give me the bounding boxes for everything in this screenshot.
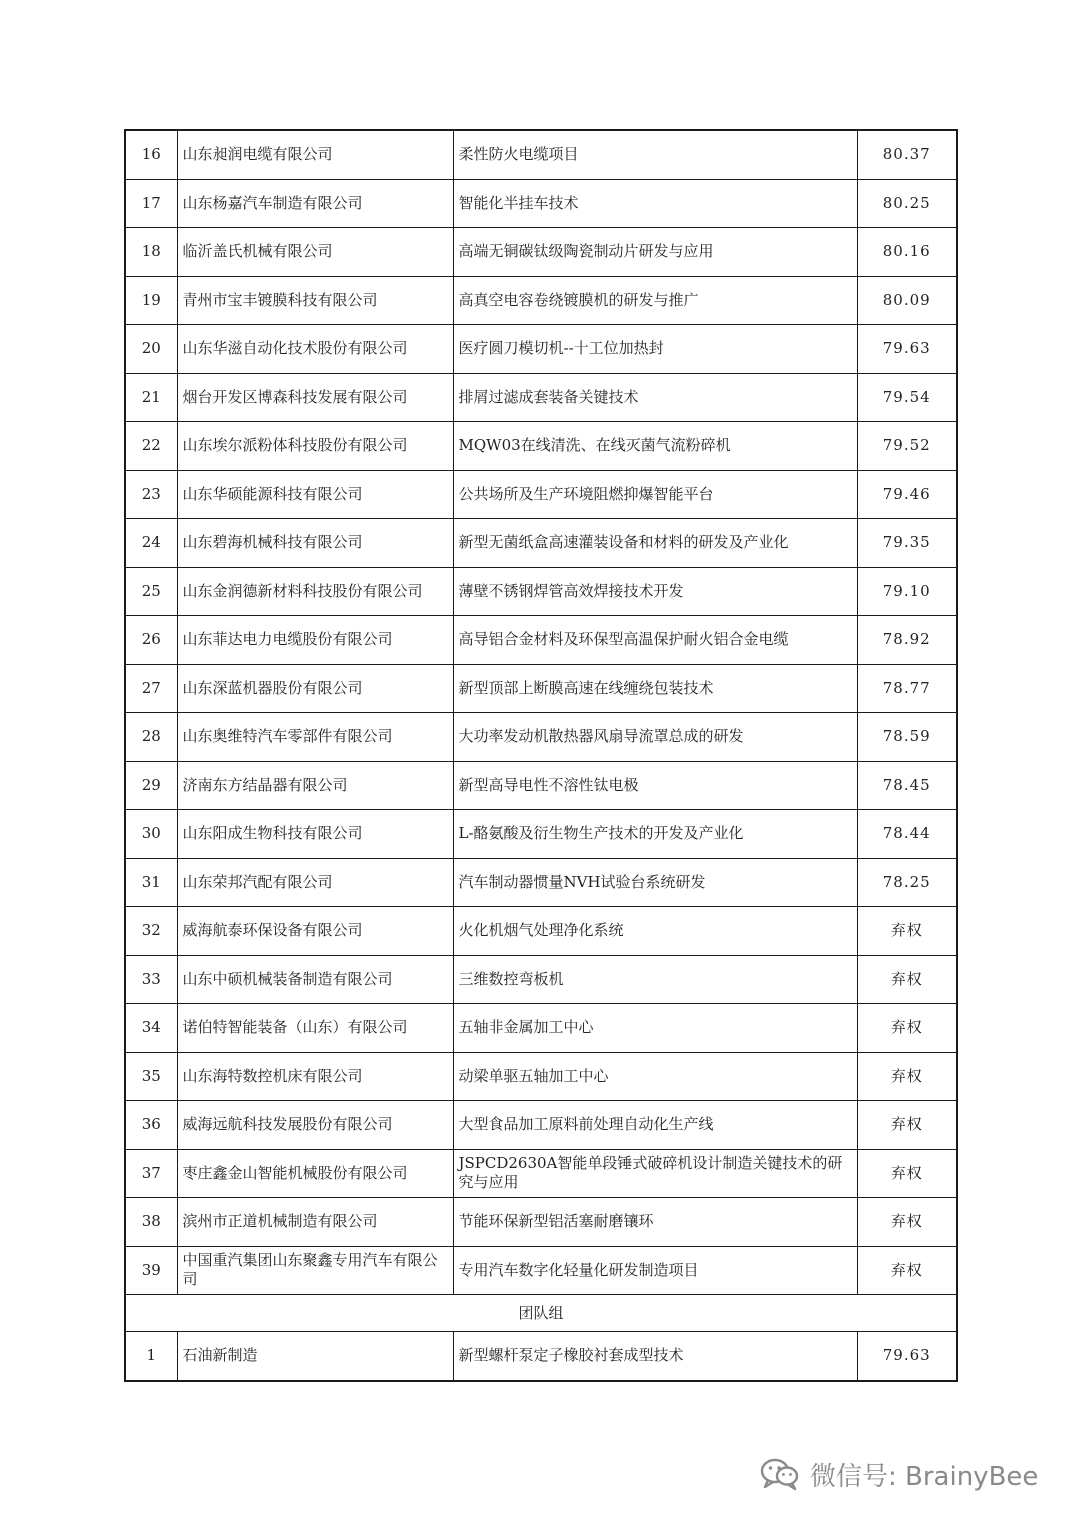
company-name: 山东华滋自动化技术股份有限公司 [177,325,453,374]
row-number: 20 [125,325,177,374]
company-name: 山东菲达电力电缆股份有限公司 [177,616,453,665]
score: 79.46 [857,470,957,519]
score: 78.59 [857,713,957,762]
row-number: 21 [125,373,177,422]
project-name: 火化机烟气处理净化系统 [453,907,857,956]
score: 弃权 [857,1198,957,1247]
table-row [125,713,957,762]
project-name: 高端无铜碳钛级陶瓷制动片研发与应用 [453,228,857,277]
score: 79.52 [857,422,957,471]
score: 78.77 [857,664,957,713]
row-number: 16 [125,130,177,179]
table-row [125,373,957,422]
table-row [125,664,957,713]
row-number: 19 [125,276,177,325]
score: 78.92 [857,616,957,665]
row-number: 32 [125,907,177,956]
row-number: 35 [125,1052,177,1101]
table-row [125,1246,957,1295]
score: 80.16 [857,228,957,277]
row-number: 26 [125,616,177,665]
table-row [125,325,957,374]
project-name: 动梁单驱五轴加工中心 [453,1052,857,1101]
project-name: JSPCD2630A智能单段锤式破碎机设计制造关键技术的研究与应用 [453,1149,857,1198]
score: 弃权 [857,1101,957,1150]
table-row [125,955,957,1004]
wechat-watermark [760,1456,1038,1492]
project-name: L-酪氨酸及衍生物生产技术的开发及产业化 [453,810,857,859]
company-name: 山东荣邦汽配有限公司 [177,858,453,907]
table-row [125,567,957,616]
company-name: 山东碧海机械科技有限公司 [177,519,453,568]
company-name: 山东阳成生物科技有限公司 [177,810,453,859]
score: 79.35 [857,519,957,568]
project-name: 高导铝合金材料及环保型高温保护耐火铝合金电缆 [453,616,857,665]
table-row [125,1198,957,1247]
score: 弃权 [857,907,957,956]
company-name: 山东杨嘉汽车制造有限公司 [177,179,453,228]
project-name: 医疗圆刀模切机--十工位加热封 [453,325,857,374]
company-name: 山东奥维特汽车零部件有限公司 [177,713,453,762]
company-name: 山东海特数控机床有限公司 [177,1052,453,1101]
company-name: 山东深蓝机器股份有限公司 [177,664,453,713]
project-name: 汽车制动器惯量NVH试验台系统研发 [453,858,857,907]
project-name: 新型无菌纸盒高速灌装设备和材料的研发及产业化 [453,519,857,568]
company-name: 烟台开发区博森科技发展有限公司 [177,373,453,422]
table-row [125,519,957,568]
table-row [125,810,957,859]
company-name: 山东金润德新材料科技股份有限公司 [177,567,453,616]
score: 弃权 [857,1149,957,1198]
table-row [125,179,957,228]
company-name: 山东中硕机械装备制造有限公司 [177,955,453,1004]
table-row [125,130,957,179]
row-number: 23 [125,470,177,519]
project-name: MQW03在线清洗、在线灭菌气流粉碎机 [453,422,857,471]
row-number: 31 [125,858,177,907]
project-name: 三维数控弯板机 [453,955,857,1004]
company-name: 山东埃尔派粉体科技股份有限公司 [177,422,453,471]
group-header-row [125,1295,957,1332]
project-name: 新型高导电性不溶性钛电极 [453,761,857,810]
project-name: 柔性防火电缆项目 [453,130,857,179]
table-row [125,858,957,907]
table-row [125,1149,957,1198]
row-number: 28 [125,713,177,762]
score: 80.37 [857,130,957,179]
wechat-icon [760,1457,800,1491]
company-name: 临沂盖氏机械有限公司 [177,228,453,277]
table-row [125,1052,957,1101]
project-name: 公共场所及生产环境阻燃抑爆智能平台 [453,470,857,519]
score: 80.25 [857,179,957,228]
row-number: 22 [125,422,177,471]
row-number: 39 [125,1246,177,1295]
row-number: 27 [125,664,177,713]
score: 弃权 [857,955,957,1004]
company-name: 威海远航科技发展股份有限公司 [177,1101,453,1150]
company-name: 枣庄鑫金山智能机械股份有限公司 [177,1149,453,1198]
project-name: 节能环保新型铝活塞耐磨镶环 [453,1198,857,1247]
table-row [125,276,957,325]
row-number: 30 [125,810,177,859]
project-name: 大功率发动机散热器风扇导流罩总成的研发 [453,713,857,762]
project-name: 新型螺杆泵定子橡胶衬套成型技术 [453,1332,857,1381]
table-row [125,1101,957,1150]
row-number: 18 [125,228,177,277]
score: 79.10 [857,567,957,616]
table-row [125,470,957,519]
score: 78.44 [857,810,957,859]
company-name: 山东昶润电缆有限公司 [177,130,453,179]
row-number: 33 [125,955,177,1004]
score: 80.09 [857,276,957,325]
ranking-table-body [125,130,957,1381]
score: 79.63 [857,325,957,374]
score: 弃权 [857,1004,957,1053]
row-number: 17 [125,179,177,228]
table-row [125,907,957,956]
row-number: 34 [125,1004,177,1053]
company-name: 石油新制造 [177,1332,453,1381]
score: 弃权 [857,1052,957,1101]
project-name: 薄壁不锈钢焊管高效焊接技术开发 [453,567,857,616]
score: 78.25 [857,858,957,907]
watermark-text: 微信号: BrainyBee [810,1461,1039,1492]
table-row [125,228,957,277]
project-name: 大型食品加工原料前处理自动化生产线 [453,1101,857,1150]
row-number: 1 [125,1332,177,1381]
score: 79.54 [857,373,957,422]
company-name: 青州市宝丰镀膜科技有限公司 [177,276,453,325]
company-name: 滨州市正道机械制造有限公司 [177,1198,453,1247]
score: 78.45 [857,761,957,810]
ranking-table [124,129,958,1382]
score: 弃权 [857,1246,957,1295]
table-row [125,761,957,810]
row-number: 37 [125,1149,177,1198]
company-name: 诺伯特智能装备（山东）有限公司 [177,1004,453,1053]
row-number: 25 [125,567,177,616]
company-name: 威海航泰环保设备有限公司 [177,907,453,956]
project-name: 专用汽车数字化轻量化研发制造项目 [453,1246,857,1295]
row-number: 38 [125,1198,177,1247]
project-name: 智能化半挂车技术 [453,179,857,228]
row-number: 36 [125,1101,177,1150]
project-name: 五轴非金属加工中心 [453,1004,857,1053]
project-name: 高真空电容卷绕镀膜机的研发与推广 [453,276,857,325]
company-name: 山东华硕能源科技有限公司 [177,470,453,519]
company-name: 济南东方结晶器有限公司 [177,761,453,810]
score: 79.63 [857,1332,957,1381]
row-number: 24 [125,519,177,568]
row-number: 29 [125,761,177,810]
company-name: 中国重汽集团山东聚鑫专用汽车有限公司 [177,1246,453,1295]
project-name: 排屑过滤成套装备关键技术 [453,373,857,422]
table-row [125,422,957,471]
table-row [125,616,957,665]
table-row [125,1332,957,1381]
project-name: 新型顶部上断膜高速在线缠绕包装技术 [453,664,857,713]
group-label: 团队组 [125,1295,957,1332]
table-row [125,1004,957,1053]
